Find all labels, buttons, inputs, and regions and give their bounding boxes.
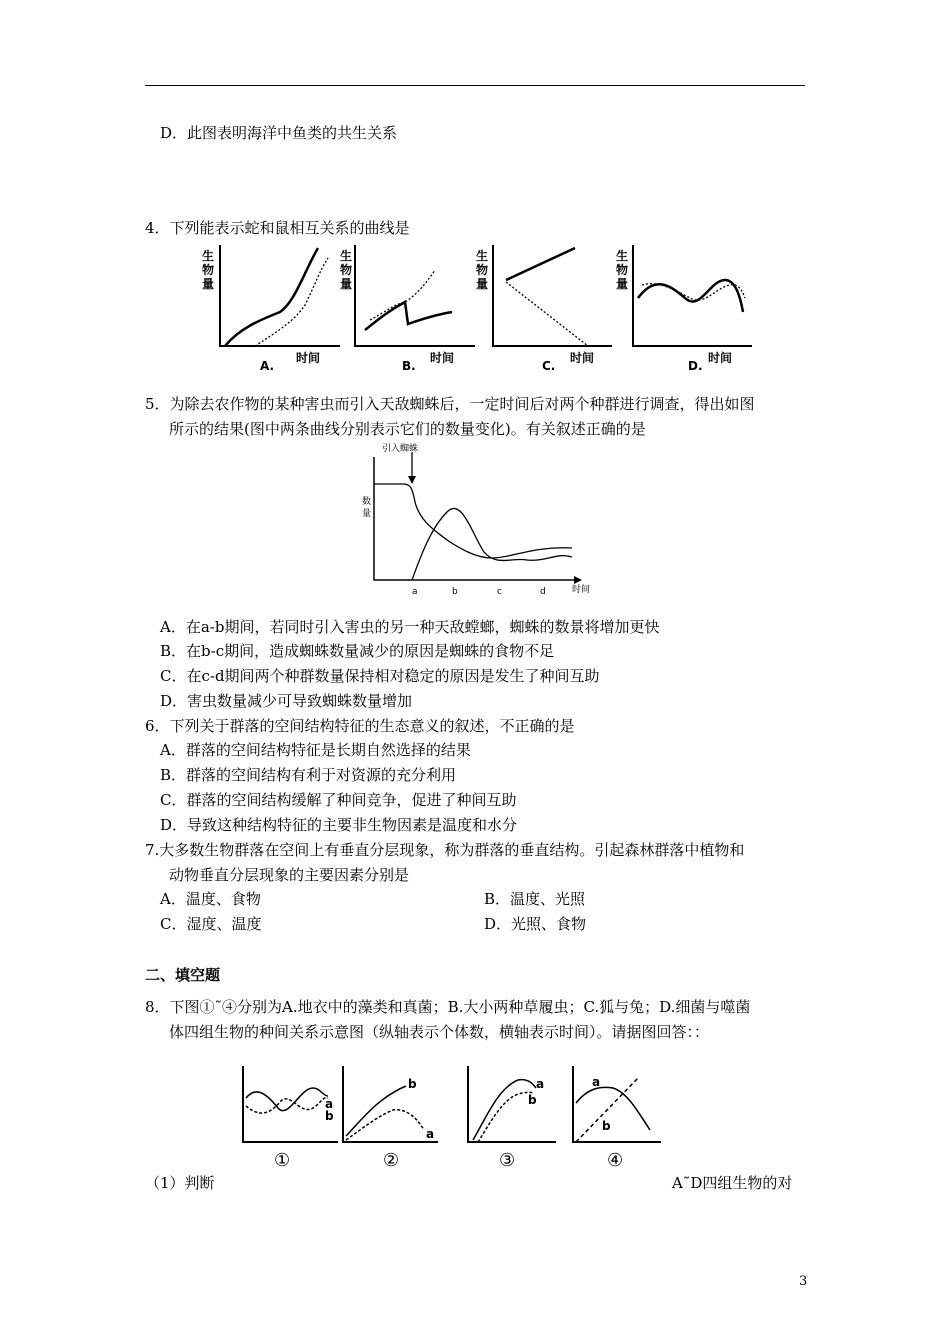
q6-option-a: A．群落的空间结构特征是长期自然选择的结果 xyxy=(160,741,471,759)
q5-spider-curve xyxy=(412,509,572,580)
q4-b-curve-dotted xyxy=(370,270,435,320)
q8-sub1-left: （1）判断 xyxy=(145,1174,215,1192)
q4-stem: 4．下列能表示蛇和鼠相互关系的曲线是 xyxy=(145,219,410,237)
q5-ylabel-1: 数 xyxy=(362,497,372,507)
q5-tick-b: b xyxy=(452,587,458,597)
q8-p1-curve-b xyxy=(246,1098,328,1113)
q7-stem-line2: 动物垂直分层现象的主要因素分别是 xyxy=(169,866,410,884)
q4-a-curve-solid xyxy=(225,248,318,346)
q4-c-ylabel-3: 量 xyxy=(476,277,489,291)
q4-d-xlabel: 时间 xyxy=(708,351,733,365)
q8-p1-axes xyxy=(243,1066,338,1142)
q8-p4-label-a: a xyxy=(592,1075,601,1089)
q8-stem-line2: 体四组生物的种间关系示意图（纵轴表示个体数，横轴表示时间）。请据图回答：： xyxy=(169,1023,710,1041)
q5-option-a: A．在a-b期间，若同时引入害虫的另一种天敌螳螂，蜘蛛的数景将增加更快 xyxy=(160,618,660,636)
q5-xlabel: 时间 xyxy=(572,585,591,595)
q8-panel-4: ④ xyxy=(607,1150,624,1171)
q5-tick-a: a xyxy=(412,587,418,597)
q6-option-b: B．群落的空间结构有利于对资源的充分利用 xyxy=(160,766,457,784)
q4-b-ylabel-1: 生 xyxy=(340,249,353,263)
q6-option-c: C．群落的空间结构缓解了种间竞争，促进了种间互助 xyxy=(160,791,517,809)
q5-intro-arrow-head xyxy=(408,476,416,484)
previous-option-d: D．此图表明海洋中鱼类的共生关系 xyxy=(160,124,398,142)
q8-figure xyxy=(228,1058,668,1173)
q4-c-ylabel-2: 物 xyxy=(476,263,489,277)
q8-p2-curve-b xyxy=(346,1086,406,1136)
q4-d-label: D. xyxy=(688,359,703,373)
q8-sub1-right: A˜D四组生物的对 xyxy=(672,1174,793,1192)
q8-p3-curve-a xyxy=(473,1080,536,1140)
q6-stem: 6．下列关于群落的空间结构特征的生态意义的叙述，不正确的是 xyxy=(145,717,575,735)
q4-d-curve-dotted xyxy=(642,284,745,300)
q4-d-curve-solid xyxy=(638,280,743,312)
q5-arrow-label: 引入蜘蛛 xyxy=(382,444,419,454)
q4-c-ylabel-1: 生 xyxy=(476,249,489,263)
q7-stem-line1: 7.大多数生物群落在空间上有垂直分层现象，称为群落的垂直结构。引起森林群落中植物和 xyxy=(145,841,745,859)
q4-figure xyxy=(180,240,760,375)
q4-d-axes xyxy=(633,245,752,346)
q4-a-ylabel-3: 量 xyxy=(202,277,215,291)
q8-panel-2: ② xyxy=(383,1150,400,1171)
q4-a-xlabel: 时间 xyxy=(296,351,321,365)
header-rule xyxy=(145,85,805,86)
q8-p2-label-b: b xyxy=(408,1077,417,1091)
q8-p2-axes xyxy=(343,1066,438,1142)
q4-c-line-dotted xyxy=(506,282,588,346)
q4-b-axes xyxy=(355,245,475,346)
q8-p1-label-a: a xyxy=(325,1097,334,1111)
q4-a-ylabel-2: 物 xyxy=(202,263,215,277)
q4-c-label: C. xyxy=(542,359,556,373)
q8-stem-line1: 8．下图①˜④分别为A.地衣中的藻类和真菌；B.大小两种草履虫；C.狐与兔；D.细菌与噬菌 xyxy=(145,998,751,1016)
q7-option-a: A．温度、食物 xyxy=(160,890,261,908)
q8-p4-curve-a xyxy=(576,1087,650,1130)
q5-stem-line1: 5．为除去农作物的某种害虫而引入天敌蜘蛛后，一定时间后对两个种群进行调查，得出如图 xyxy=(145,395,755,413)
q8-p1-label-b: b xyxy=(325,1109,334,1123)
q4-b-label: B. xyxy=(402,359,416,373)
q5-ylabel-2: 量 xyxy=(362,509,372,519)
page-number: 3 xyxy=(799,1274,808,1289)
q5-tick-d: d xyxy=(540,587,546,597)
q5-axes xyxy=(374,457,574,580)
q7-option-c: C．湿度、温度 xyxy=(160,915,262,933)
q8-p3-label-b: b xyxy=(528,1093,537,1107)
section-heading: 二、填空题 xyxy=(145,966,221,984)
q5-x-arrow xyxy=(574,576,582,584)
q4-b-xlabel: 时间 xyxy=(430,351,455,365)
q4-c-line-solid xyxy=(506,248,575,280)
q8-p2-curve-a xyxy=(346,1110,424,1140)
q5-stem-line2: 所示的结果(图中两条曲线分别表示它们的数量变化)。有关叙述正确的是 xyxy=(169,420,646,438)
q4-d-ylabel-2: 物 xyxy=(616,263,629,277)
q8-p2-label-a: a xyxy=(426,1127,435,1141)
q8-p4-label-b: b xyxy=(602,1119,611,1133)
q7-option-d: D．光照、食物 xyxy=(484,915,587,933)
q5-tick-c: c xyxy=(497,587,502,597)
q8-panel-1: ① xyxy=(274,1150,291,1171)
q4-d-ylabel-1: 生 xyxy=(616,249,629,263)
q5-figure xyxy=(362,442,602,600)
q4-b-ylabel-2: 物 xyxy=(340,263,353,277)
q4-a-ylabel-1: 生 xyxy=(202,249,215,263)
q4-c-xlabel: 时间 xyxy=(570,351,595,365)
q8-panel-3: ③ xyxy=(499,1150,516,1171)
q5-option-c: C．在c-d期间两个种群数量保持相对稳定的原因是发生了种间互助 xyxy=(160,667,600,685)
q4-d-ylabel-3: 量 xyxy=(616,277,629,291)
q5-pest-curve xyxy=(374,484,572,558)
q6-option-d: D．导致这种结构特征的主要非生物因素是温度和水分 xyxy=(160,816,518,834)
q4-a-axes xyxy=(220,245,340,346)
q5-option-d: D．害虫数量减少可导致蜘蛛数量增加 xyxy=(160,692,413,710)
q7-option-b: B．温度、光照 xyxy=(484,890,586,908)
q4-b-ylabel-3: 量 xyxy=(340,277,353,291)
q4-a-label: A. xyxy=(260,359,275,373)
q4-c-axes xyxy=(493,245,612,346)
q5-option-b: B．在b-c期间，造成蜘蛛数量减少的原因是蜘蛛的食物不足 xyxy=(160,642,555,660)
q8-p3-label-a: a xyxy=(536,1077,545,1091)
q4-a-curve-dotted xyxy=(255,258,328,346)
